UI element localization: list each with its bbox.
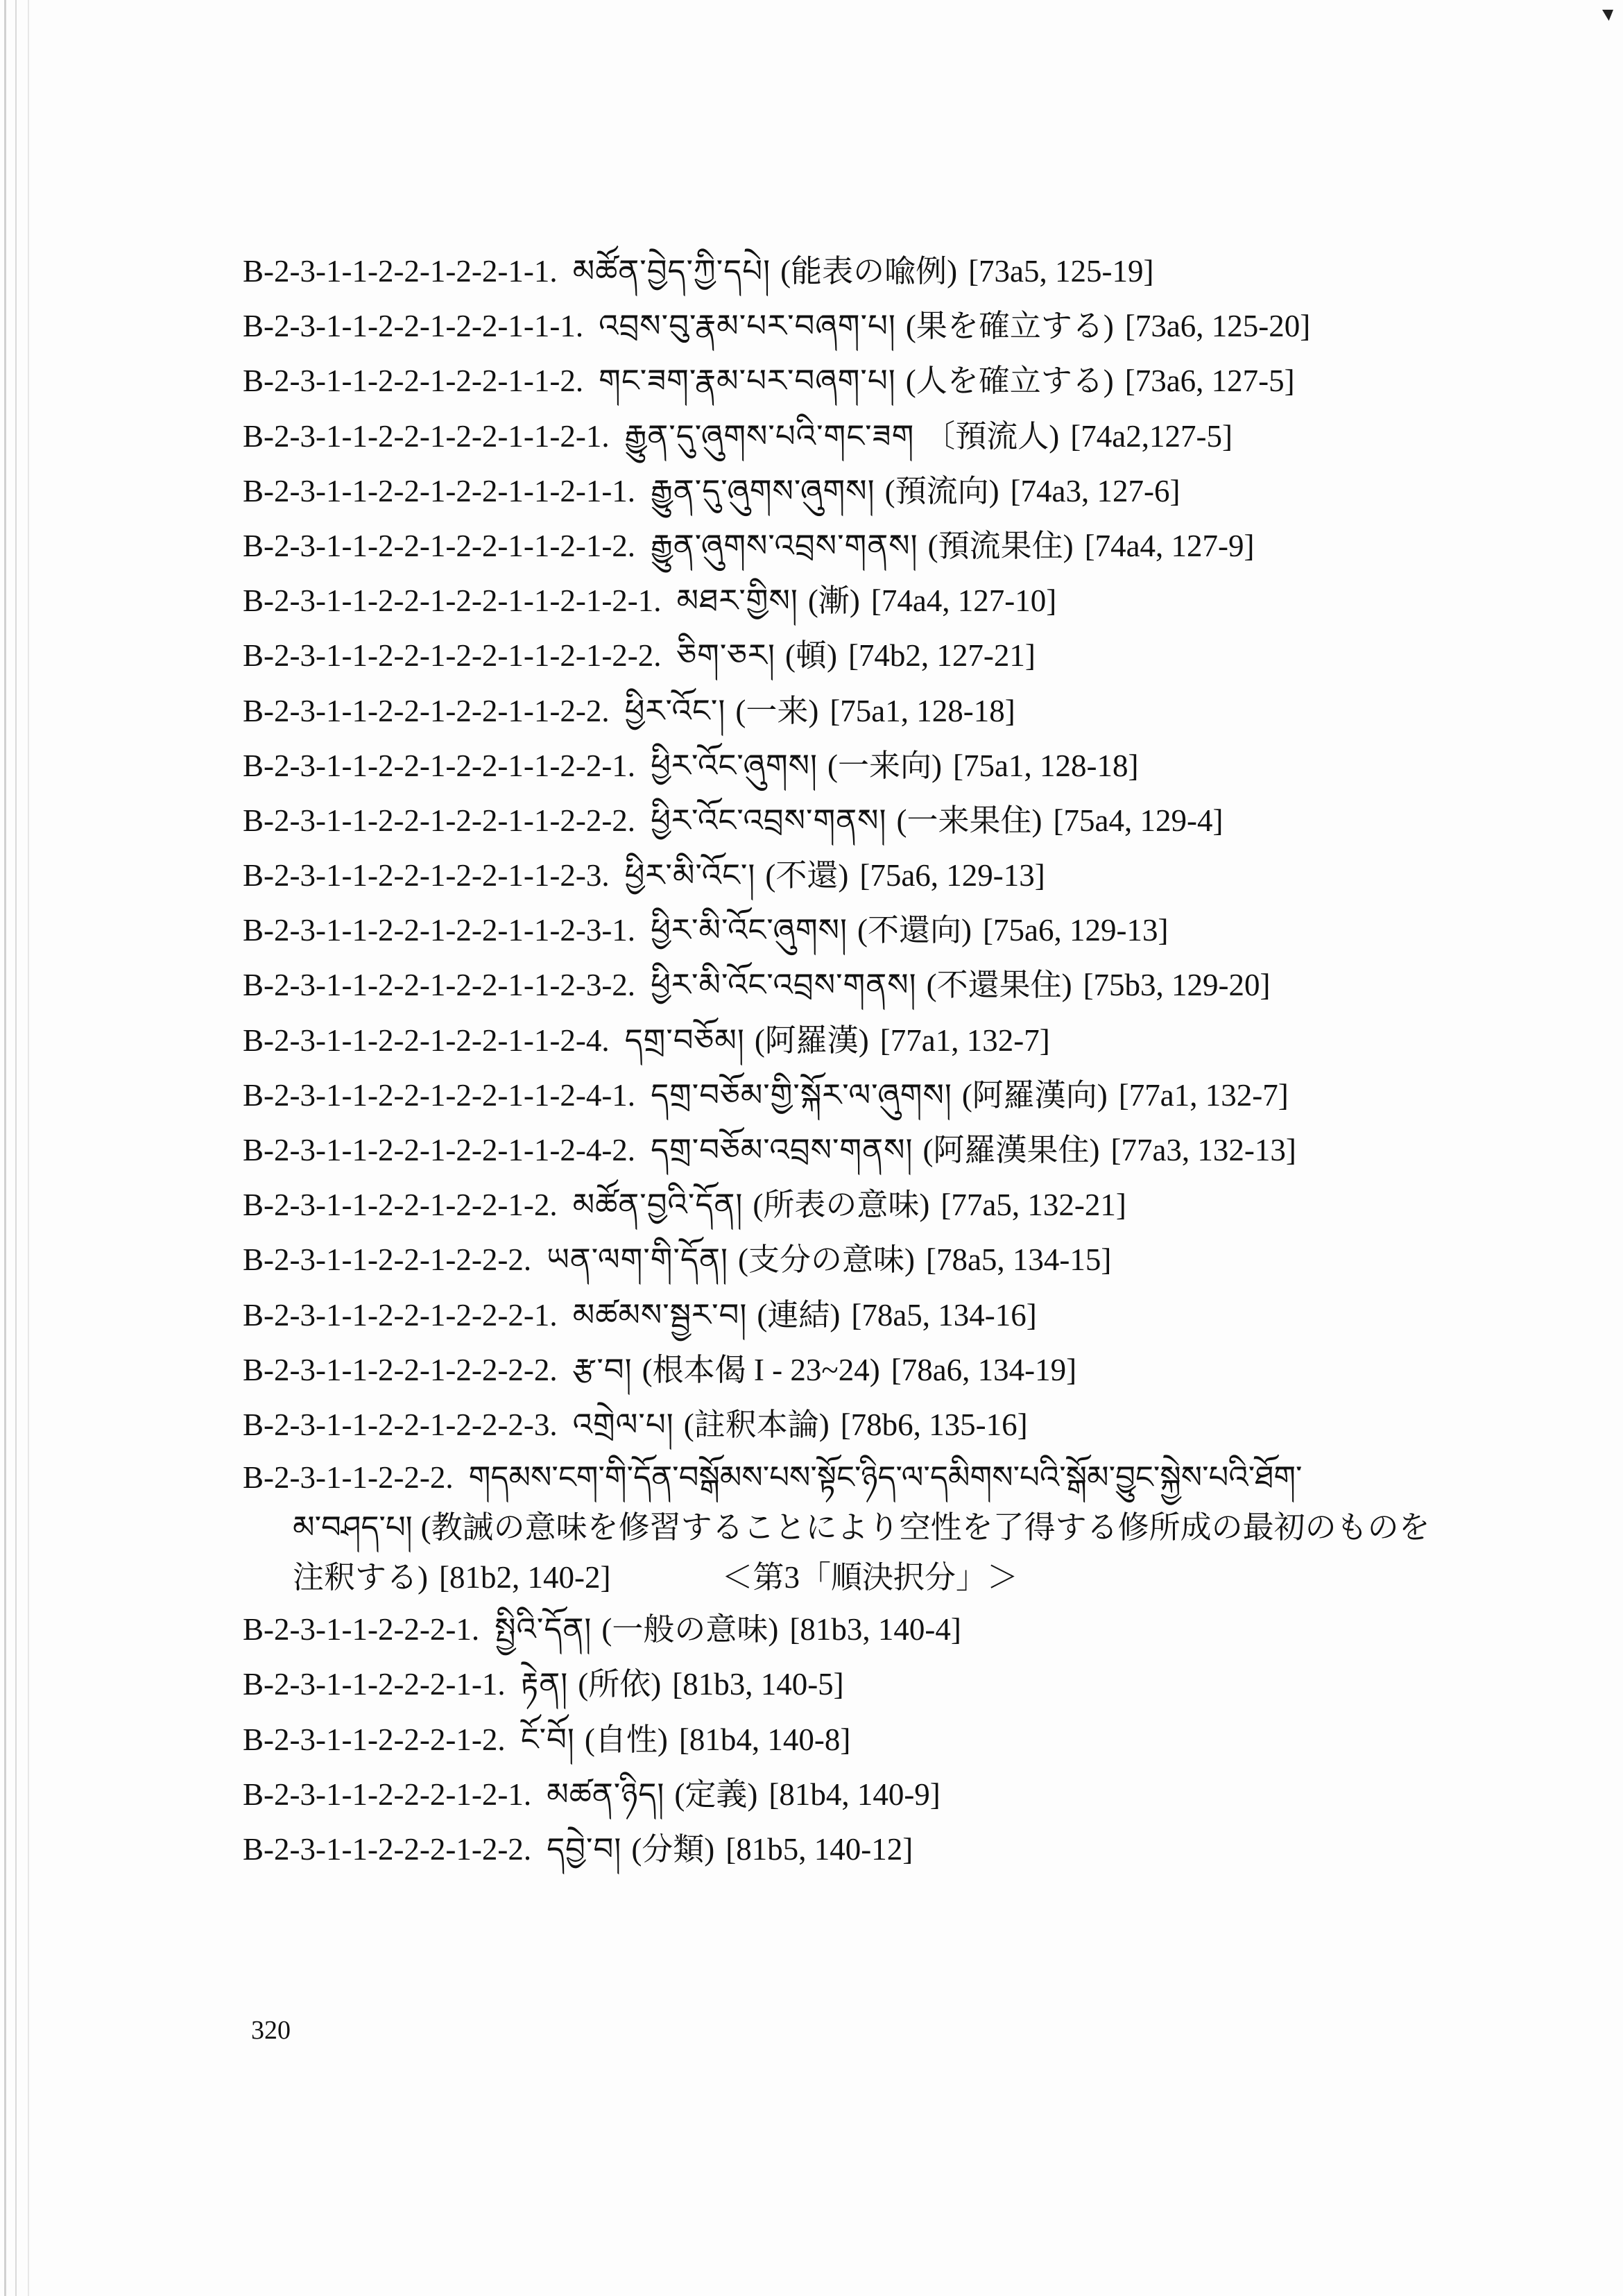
japanese-title: (不還向) (857, 913, 972, 948)
entry-number: B-2-3-1-1-2-2-1-2-2-1-1-2-4-1. (243, 1077, 636, 1113)
japanese-title: (所依) (578, 1667, 662, 1702)
folio-reference: [78a5, 134-16] (851, 1297, 1037, 1333)
outline-entry (243, 1657, 1463, 1712)
japanese-title: (一来) (735, 693, 819, 728)
entry-number: B-2-3-1-1-2-2-1-2-2-1-1-2-3. (243, 858, 610, 893)
outline-entry (243, 794, 1463, 848)
outline-entry (243, 903, 1463, 958)
outline-entry (243, 1178, 1463, 1233)
entry-number: B-2-3-1-1-2-2-1-2-2-2-2. (243, 1352, 558, 1387)
scan-edge-line (15, 0, 17, 2296)
scan-edge-line (4, 0, 6, 2296)
tibetan-title: མཚོན་བྱའི་དོན། (572, 1188, 744, 1223)
folio-reference: [75a6, 129-13] (983, 913, 1169, 948)
folio-reference: [78b6, 135-16] (840, 1407, 1028, 1442)
folio-reference: [78a6, 134-19] (891, 1352, 1077, 1387)
tibetan-title: ཕྱིར་འོང་ཞུགས། (651, 748, 818, 783)
tibetan-title: དབྱེ་བ། (547, 1831, 622, 1867)
entry-number: B-2-3-1-1-2-2-1-2-2-1-1-2-1. (243, 418, 610, 454)
entry-number: B-2-3-1-1-2-2-2-1-1. (243, 1667, 506, 1702)
japanese-title: (預流向) (884, 473, 999, 508)
entry-number: B-2-3-1-1-2-2-1-2-2-1-1-2-4-2. (243, 1133, 636, 1167)
outline-entry (243, 848, 1463, 903)
folio-reference: [75a4, 129-4] (1053, 803, 1223, 838)
outline-entry (243, 574, 1463, 628)
outline-entry (243, 244, 1463, 299)
outline-entry (243, 1767, 1463, 1822)
scan-edge-line (28, 0, 29, 2296)
tibetan-title: མཚན་ཉིད། (547, 1776, 665, 1812)
tibetan-title: ཕྱིར་མི་འོང་འབྲས་གནས། (651, 968, 917, 1003)
outline-entry (243, 739, 1463, 794)
tibetan-title: གདམས་ངག་གི་དོན་བསྒོམས་པས་སྟོང་ཉིད་ལ་དམིགས་པའི་སྒོམ་བྱུང་སྐྱེས་པའི་ཐོག་ (468, 1460, 1303, 1496)
tibetan-title: ཕྱིར་འོང་འབྲས་གནས། (651, 803, 887, 838)
tibetan-title: རྒྱུན་ཞུགས་འབྲས་གནས། (651, 528, 918, 563)
entry-number: B-2-3-1-1-2-2-1-2-2-1-1-2-1-2. (243, 528, 636, 563)
tibetan-title: རྒྱུན་དུ་ཞུགས་པའི་གང་ཟག (624, 418, 915, 454)
folio-reference: [74a4, 127-9] (1084, 528, 1255, 563)
japanese-title: (阿羅漢向) (961, 1077, 1108, 1113)
folio-reference: [73a6, 125-20] (1124, 309, 1311, 344)
entry-number: B-2-3-1-1-2-2-1-2-2-2-1. (243, 1297, 558, 1333)
entry-number: B-2-3-1-1-2-2-1-2-2-1-1-2-2-2. (243, 803, 636, 838)
entry-number: B-2-3-1-1-2-2-1-2-2-1-1. (243, 254, 558, 289)
japanese-title: (支分の意味) (737, 1242, 915, 1278)
tibetan-title: མཐར་གྱིས། (676, 583, 798, 619)
japanese-title: (果を確立する) (905, 309, 1114, 344)
japanese-title: (漸) (807, 583, 860, 619)
japanese-title: (註釈本論) (683, 1407, 830, 1442)
tibetan-title: དགྲ་བཅོམ་གྱི་སྐོར་ལ་ཞུགས། (651, 1077, 952, 1113)
outline-entry (243, 519, 1463, 574)
outline-entry (243, 354, 1463, 409)
tibetan-title: ཕྱིར་མི་འོང་། (624, 858, 756, 893)
tibetan-title: རྟེན། (520, 1667, 569, 1702)
outline-entry (243, 1398, 1463, 1453)
outline-entry (243, 1288, 1463, 1343)
entry-number: B-2-3-1-1-2-2-1-2-2-1-1-2-1-2-1. (243, 583, 662, 619)
tibetan-title: འབྲས་བུ་རྣམ་པར་བཞག་པ། (599, 309, 896, 344)
outline-entry (243, 1233, 1463, 1287)
outline-entry (243, 1602, 1463, 1657)
folio-reference: [74a3, 127-6] (1010, 473, 1180, 508)
entry-number: B-2-3-1-1-2-2-2-1. (243, 1612, 480, 1647)
japanese-title: (頓) (784, 638, 837, 674)
tibetan-title: ཅིག་ཅར། (676, 638, 775, 674)
long-entry-line-3 (243, 1552, 1463, 1602)
outline-entry (243, 628, 1463, 683)
entry-number: B-2-3-1-1-2-2-2-1-2-2. (243, 1831, 532, 1867)
japanese-title: (一来向) (827, 748, 942, 783)
folio-reference: [78a5, 134-15] (925, 1242, 1112, 1278)
entry-number: B-2-3-1-1-2-2-1-2-2-1-2. (243, 1188, 558, 1223)
tibetan-title: དགྲ་བཅོམ། (624, 1022, 745, 1058)
tibetan-title: འགྲེལ་པ། (572, 1407, 674, 1442)
folio-reference: [73a5, 125-19] (968, 254, 1154, 289)
folio-reference: [77a1, 132-7] (879, 1022, 1050, 1058)
folio-reference: [77a1, 132-7] (1118, 1077, 1289, 1113)
outline-entry (243, 1713, 1463, 1767)
outline-entry (243, 409, 1463, 464)
section-note: ＜第3「順決択分」＞ (721, 1560, 1018, 1595)
outline-entry (243, 684, 1463, 739)
japanese-title: (所表の意味) (753, 1188, 930, 1223)
japanese-title: (能表の喩例) (780, 254, 958, 289)
folio-reference: [81b4, 140-9] (768, 1776, 941, 1812)
entry-number: B-2-3-1-1-2-2-1-2-2-1-1-2-3-2. (243, 968, 636, 1003)
page-number: 320 (251, 2016, 291, 2045)
folio-reference: [81b3, 140-5] (672, 1667, 844, 1702)
japanese-title: (根本偈 I - 23~24) (642, 1352, 880, 1387)
entry-number: B-2-3-1-1-2-2-1-2-2-1-1-2. (243, 363, 584, 399)
folio-reference: [81b3, 140-4] (789, 1612, 961, 1647)
tibetan-title: ཕྱིར་འོང་། (624, 693, 726, 728)
japanese-title: (人を確立する) (905, 363, 1114, 399)
entry-number: B-2-3-1-1-2-2-2-1-2. (243, 1722, 506, 1757)
outline-entry (243, 1123, 1463, 1178)
outline-entry (243, 464, 1463, 519)
entry-number: B-2-3-1-1-2-2-1-2-2-1-1-2-3-1. (243, 913, 636, 948)
folio-reference: [77a3, 132-13] (1110, 1133, 1296, 1167)
tibetan-title: ཡན་ལག་གི་དོན། (547, 1242, 728, 1278)
entry-number: B-2-3-1-1-2-2-1-2-2-1-1-2-1-1. (243, 473, 636, 508)
folio-reference: [75b3, 129-20] (1083, 968, 1271, 1003)
tibetan-title: མཚོན་བྱེད་ཀྱི་དཔེ། (572, 254, 771, 289)
outline-entry-long (243, 1453, 1463, 1602)
japanese-title: (分類) (631, 1831, 715, 1867)
long-entry-line-2 (243, 1502, 1463, 1552)
folio-reference: [74a4, 127-10] (870, 583, 1057, 619)
folio-reference: [77a5, 132-21] (941, 1188, 1126, 1223)
japanese-title: (不還果住) (926, 968, 1072, 1003)
entry-number: B-2-3-1-1-2-2-1-2-2-1-1-2-2-1. (243, 748, 636, 783)
entry-number: B-2-3-1-1-2-2-1-2-2-1-1-2-1-2-2. (243, 638, 662, 674)
japanese-title: (自性) (584, 1722, 668, 1757)
tibetan-title: ངོ་བོ། (520, 1722, 575, 1757)
folio-reference: [75a1, 128-18] (953, 748, 1139, 783)
folio-reference: [75a6, 129-13] (859, 858, 1045, 893)
folio-reference: [75a1, 128-18] (830, 693, 1015, 728)
outline-entry (243, 1013, 1463, 1068)
folio-reference: [74a2,127-5] (1070, 418, 1233, 454)
outline-entry (243, 1068, 1463, 1123)
entry-number: B-2-3-1-1-2-2-2. (243, 1460, 454, 1496)
japanese-title: (阿羅漢果住) (922, 1133, 1100, 1167)
japanese-title: (阿羅漢) (754, 1022, 869, 1058)
outline-entry (243, 299, 1463, 354)
outline-entry (243, 958, 1463, 1013)
entry-number: B-2-3-1-1-2-2-1-2-2-2. (243, 1242, 532, 1278)
japanese-title: (一来果住) (896, 803, 1042, 838)
japanese-title-continued: 注釈する) (293, 1560, 428, 1595)
tibetan-title: དགྲ་བཅོམ་འབྲས་གནས། (651, 1133, 913, 1167)
tibetan-title: སྤྱིའི་དོན། (495, 1612, 592, 1647)
japanese-title: (定義) (674, 1776, 758, 1812)
entry-number: B-2-3-1-1-2-2-1-2-2-1-1-1. (243, 309, 584, 344)
folio-reference: [74b2, 127-21] (848, 638, 1036, 674)
tibetan-title: གང་ཟག་རྣམ་པར་བཞག་པ། (599, 363, 896, 399)
japanese-title: 〔預流人) (924, 418, 1060, 454)
folio-reference: [81b2, 140-2] (439, 1560, 611, 1595)
folio-reference: [81b5, 140-12] (725, 1831, 913, 1867)
japanese-title: (不還) (765, 858, 849, 893)
tibetan-title: རྩ་བ། (572, 1352, 633, 1387)
tibetan-title: རྒྱུན་དུ་ཞུགས་ཞུགས། (651, 473, 875, 508)
entry-number: B-2-3-1-1-2-2-2-1-2-1. (243, 1776, 532, 1812)
folio-reference: [73a6, 127-5] (1124, 363, 1295, 399)
folio-reference: [81b4, 140-8] (678, 1722, 851, 1757)
tibetan-title: ཕྱིར་མི་འོང་ཞུགས། (651, 913, 848, 948)
entry-number: B-2-3-1-1-2-2-1-2-2-1-1-2-4. (243, 1022, 610, 1058)
japanese-title: (一般の意味) (601, 1612, 779, 1647)
entry-number: B-2-3-1-1-2-2-1-2-2-2-3. (243, 1407, 558, 1442)
tibetan-title: མཚམས་སྦྱར་བ། (572, 1297, 748, 1333)
japanese-title: (教誡の意味を修習することにより空性を了得する修所成の最初のものを (420, 1510, 1430, 1545)
japanese-title: (預流果住) (927, 528, 1074, 563)
long-entry-line-1 (243, 1453, 1463, 1502)
outline-entry (243, 1822, 1463, 1877)
tibetan-title-continued: མ་བཤད་པ། (293, 1510, 413, 1545)
outline-entry (243, 1343, 1463, 1398)
japanese-title: (連結) (757, 1297, 841, 1333)
scan-corner-mark (1602, 10, 1613, 21)
outline-list (243, 244, 1463, 1877)
entry-number: B-2-3-1-1-2-2-1-2-2-1-1-2-2. (243, 693, 610, 728)
